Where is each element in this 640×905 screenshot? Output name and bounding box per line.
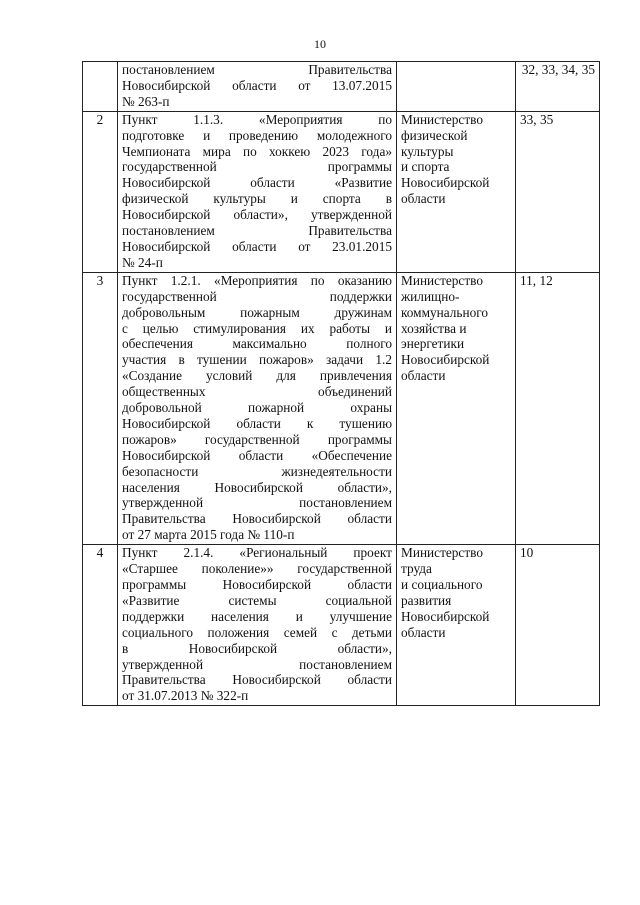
organization-line: жилищно-	[401, 288, 460, 304]
description-line: Новосибирской области «Обеспечение	[122, 447, 392, 463]
organization-line: развития	[401, 592, 452, 608]
description-line: Пункт 1.1.3. «Мероприятия по	[122, 111, 392, 127]
organization-line: и спорта	[401, 159, 450, 175]
description-cell	[118, 62, 397, 112]
organization-line: Министерство	[401, 272, 483, 288]
table-body	[83, 62, 600, 706]
pages-cell: 32, 33, 34, 35	[516, 62, 600, 112]
row-number-cell	[83, 62, 118, 112]
description-line: подготовке и проведению молодежного	[122, 127, 392, 143]
organization-line: физической	[401, 127, 468, 143]
description-line: поддержки населения и улучшение	[122, 608, 392, 624]
description-line: обеспечения максимально полного	[122, 336, 392, 352]
organization-line: Министерство	[401, 545, 483, 561]
organization-line: области	[401, 191, 446, 207]
description-line: Новосибирской области от 23.01.2015	[122, 238, 392, 254]
organization-line: коммунального	[401, 304, 489, 320]
description-line: Пункт 1.2.1. «Мероприятия по оказанию	[122, 272, 392, 288]
organization-line: труда	[401, 561, 432, 577]
description-line: утвержденной постановлением	[122, 656, 392, 672]
description-cell	[118, 545, 397, 706]
description-line: «Развитие системы социальной	[122, 592, 392, 608]
description-line: добровольной пожарной охраны	[122, 400, 392, 416]
description-line: Новосибирской области», утвержденной	[122, 207, 392, 223]
pages-cell: 33, 35	[516, 111, 600, 272]
description-line: пожаров» государственной программы	[122, 431, 392, 447]
organization-line: культуры	[401, 143, 454, 159]
document-table	[82, 61, 600, 706]
description-line: утвержденной постановлением	[122, 495, 392, 511]
page-number: 10	[314, 37, 326, 51]
description-line: № 263-п	[122, 93, 170, 109]
organization-line: Новосибирской	[401, 175, 490, 191]
description-line: «Создание условий для привлечения	[122, 368, 392, 384]
description-line: Правительства Новосибирской области	[122, 511, 392, 527]
table-row	[83, 545, 600, 706]
description-line: Пункт 2.1.4. «Региональный проект	[122, 545, 392, 561]
organization-line: области	[401, 624, 446, 640]
description-line: населения Новосибирской области»,	[122, 479, 392, 495]
description-line: Правительства Новосибирской области	[122, 672, 392, 688]
table-row	[83, 62, 600, 112]
row-number-cell: 2	[83, 111, 118, 272]
description-line: постановлением Правительства	[122, 223, 392, 239]
pages-cell: 11, 12	[516, 272, 600, 544]
organization-line: Министерство	[401, 111, 483, 127]
description-cell	[118, 111, 397, 272]
description-line: общественных объединений	[122, 384, 392, 400]
organization-line: и социального	[401, 577, 483, 592]
organization-cell	[397, 545, 516, 706]
organization-cell	[397, 111, 516, 272]
description-line: социального положения семей с детьми	[122, 624, 392, 640]
table-row	[83, 111, 600, 272]
description-line: Чемпионата мира по хоккею 2023 года»	[122, 143, 392, 159]
organization-line: Новосибирской	[401, 608, 490, 624]
description-line: государственной поддержки	[122, 288, 392, 304]
description-line: программы Новосибирской области	[122, 577, 392, 592]
row-number-cell: 4	[83, 545, 118, 706]
description-line: постановлением Правительства	[122, 62, 392, 77]
organization-line: энергетики	[401, 336, 465, 352]
description-line: «Старшее поколение»» государственной	[122, 561, 392, 577]
description-line: № 24-п	[122, 254, 163, 270]
description-line: от 31.07.2013 № 322-п	[122, 688, 249, 704]
description-cell	[118, 272, 397, 544]
description-line: добровольным пожарным дружинам	[122, 304, 392, 320]
description-line: безопасности жизнедеятельности	[122, 463, 392, 479]
description-line: от 27 марта 2015 года № 110-п	[122, 527, 295, 543]
organization-line: Новосибирской	[401, 352, 490, 368]
description-line: участия в тушении пожаров» задачи 1.2	[122, 352, 392, 368]
description-line: физической культуры и спорта в	[122, 191, 392, 207]
description-line: в Новосибирской области»,	[122, 640, 392, 656]
description-line: Новосибирской области «Развитие	[122, 175, 392, 191]
organization-cell	[397, 62, 516, 112]
organization-cell	[397, 272, 516, 544]
organization-line: области	[401, 368, 446, 384]
row-number-cell: 3	[83, 272, 118, 544]
description-line: Новосибирской области от 13.07.2015	[122, 77, 392, 93]
description-line: государственной программы	[122, 159, 392, 175]
description-line: с целью стимулирования их работы и	[122, 320, 392, 336]
description-line: Новосибирской области к тушению	[122, 415, 392, 431]
organization-line: хозяйства и	[401, 320, 467, 336]
table-row	[83, 272, 600, 544]
pages-cell: 10	[516, 545, 600, 706]
